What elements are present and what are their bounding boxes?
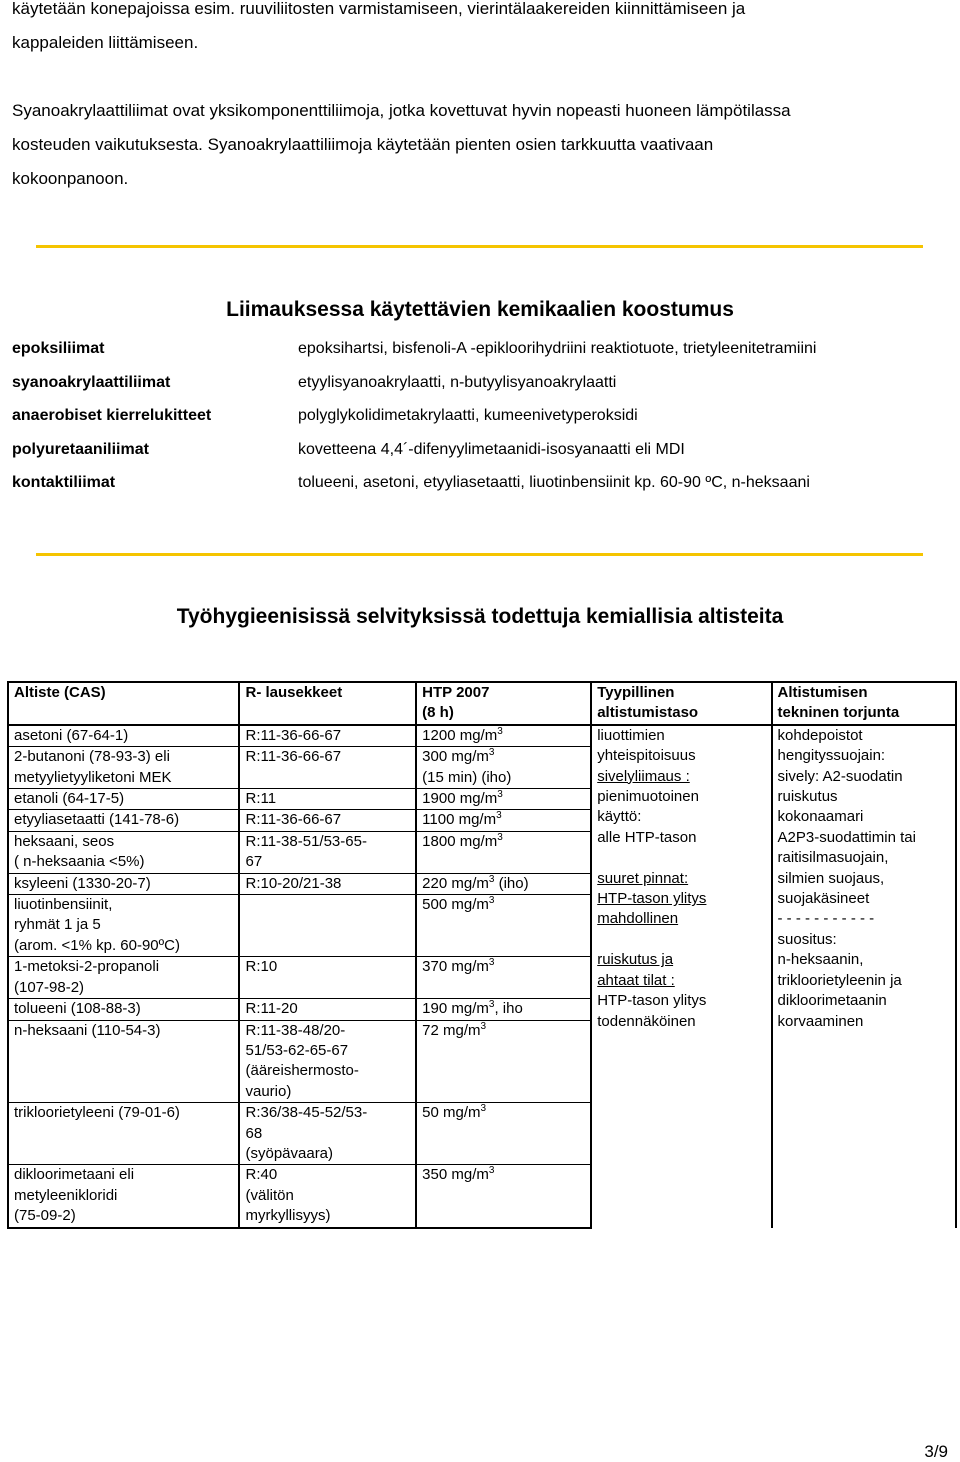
intro-line: kosteuden vaikutuksesta. Syanoakrylaattiliimoja käytetään pienten osien tarkkuutta vaativaan — [12, 135, 714, 154]
header-typical-line: Tyypillinen — [597, 684, 675, 701]
composition-name: epoksiliimat — [12, 340, 105, 357]
htp-unit-exponent: 3 — [488, 999, 495, 1011]
intro-line: kappaleiden liittämiseen. — [12, 33, 199, 52]
agent-line: etanoli (64-17-5) — [14, 790, 125, 808]
r-phrase-line: (syöpävaara) — [245, 1144, 334, 1162]
r-phrase-line: R:40 — [245, 1166, 278, 1184]
agent-line: 1-metoksi-2-propanoli — [14, 958, 160, 976]
cell-r-phrases — [239, 957, 416, 999]
typical-line: ahtaat tilat : — [597, 971, 675, 989]
control-line: raitisilmasuojain, — [777, 849, 889, 867]
htp-unit-exponent: 3 — [488, 1165, 495, 1177]
cell-agent — [8, 810, 239, 831]
agent-line: trikloorietyleeni (79-01-6) — [14, 1104, 180, 1122]
r-phrase-line: myrkyllisyys) — [245, 1207, 331, 1225]
r-phrase-line: R:11-36-66-67 — [245, 726, 342, 744]
cell-htp — [416, 725, 591, 747]
r-phrase-line: vaurio) — [245, 1082, 292, 1100]
cell-agent — [8, 725, 239, 747]
composition-names — [12, 338, 211, 506]
htp-value: 1800 mg/m — [422, 832, 498, 850]
header-htp-line: (8 h) — [422, 704, 454, 722]
htp-value: 370 mg/m — [422, 958, 489, 976]
composition-contents — [298, 338, 816, 506]
htp-value: 190 mg/m — [422, 1000, 489, 1018]
agent-line: ( n-heksaania <5%) — [14, 853, 145, 871]
cell-agent — [8, 789, 239, 810]
htp-suffix: , iho — [494, 1000, 523, 1018]
agent-line: etyyliasetaatti (141-78-6) — [14, 811, 180, 829]
cell-r-phrases — [239, 831, 416, 873]
r-phrase-line: 68 — [245, 1124, 263, 1142]
cell-r-phrases — [239, 747, 416, 789]
htp-suffix: (iho) — [494, 874, 529, 892]
typical-line: HTP-tason ylitys — [597, 992, 707, 1010]
typical-line: ruiskutus ja — [597, 951, 674, 969]
htp-unit-exponent: 3 — [488, 747, 495, 759]
typical-line: alle HTP-tason — [597, 828, 697, 846]
htp-value: 220 mg/m — [422, 874, 489, 892]
cell-htp — [416, 873, 591, 894]
cell-agent — [8, 831, 239, 873]
agent-line: dikloorimetaani eli — [14, 1166, 135, 1184]
cell-htp — [416, 1020, 591, 1103]
cell-r-phrases — [239, 1103, 416, 1165]
composition-name: kontaktiliimat — [12, 474, 116, 491]
header-htp — [416, 682, 591, 725]
composition-content: polyglykolidimetakrylaatti, kumeenivetyperoksidi — [298, 407, 638, 424]
intro-line: käytetään konepajoissa esim. ruuviliitosten varmistamiseen, vierintälaakereiden kiinnittämiseen ja — [12, 0, 746, 18]
typical-line: HTP-tason ylitys — [597, 890, 707, 908]
header-agent: Altiste (CAS) — [8, 682, 239, 725]
htp-unit-exponent: 3 — [488, 895, 495, 907]
cell-r-phrases — [239, 873, 416, 894]
composition-content: kovetteena 4,4´-difenyylimetaanidi-isosyanaatti eli MDI — [298, 440, 685, 458]
agent-line: asetoni (67-64-1) — [14, 726, 129, 744]
htp-unit-exponent: 3 — [496, 810, 502, 822]
table-header-row — [8, 682, 956, 725]
agent-line: (107-98-2) — [14, 978, 85, 996]
control-line: dikloorimetaanin — [777, 992, 887, 1010]
r-phrase-line: R:11-20 — [245, 1000, 298, 1018]
divider-middle — [36, 553, 923, 556]
control-line: kokonaamari — [777, 808, 864, 826]
intro-line: Syanoakrylaattiliimat ovat yksikomponenttiliimoja, jotka kovettuvat hyvin nopeasti huoneen lämpötilassa — [12, 101, 791, 120]
typical-line: mahdollinen — [597, 910, 679, 928]
r-phrase-line: 67 — [245, 853, 263, 871]
r-phrase-line: R:11-36-66-67 — [245, 811, 342, 829]
control-line: trikloorietyleenin ja — [777, 971, 902, 989]
htp-value: 72 mg/m — [422, 1021, 481, 1039]
control-line: korvaaminen — [777, 1012, 864, 1030]
htp-unit-exponent: 3 — [497, 725, 503, 737]
agent-line: liuotinbensiinit, — [14, 896, 113, 914]
htp-value: 1900 mg/m — [422, 790, 498, 808]
cell-r-phrases — [239, 789, 416, 810]
exposure-table — [7, 681, 957, 1229]
agent-line: (arom. <1% kp. 60-90ºC) — [14, 936, 180, 954]
htp-unit-exponent: 3 — [480, 1020, 487, 1032]
header-typical-line: altistumistaso — [597, 704, 699, 722]
cell-r-phrases — [239, 1165, 416, 1228]
htp-unit-exponent: 3 — [488, 873, 495, 885]
typical-line: pienimuotoinen — [597, 788, 699, 806]
control-line: - - - - - - - - - - - — [777, 910, 875, 928]
cell-r-phrases — [239, 895, 416, 957]
cell-typical-exposure — [591, 725, 771, 1228]
htp-value: 500 mg/m — [422, 896, 489, 914]
agent-line: metyylietyyliketoni MEK — [14, 768, 172, 786]
intro-blank — [12, 60, 942, 94]
composition-name: syanoakrylaattiliimat — [12, 373, 171, 391]
r-phrase-line: R:11 — [245, 790, 277, 808]
table-row — [8, 725, 956, 747]
r-phrase-line: R:11-38-48/20- — [245, 1021, 346, 1039]
control-line: n-heksaanin, — [777, 951, 864, 969]
r-phrase-line: (ääreishermosto- — [245, 1062, 359, 1080]
cell-agent — [8, 747, 239, 789]
header-r: R- lausekkeet — [239, 682, 416, 725]
typical-line: liuottimien — [597, 726, 665, 744]
control-line: sively: A2-suodatin — [777, 767, 903, 785]
exposure-title: Työhygieenisissä selvityksissä todettuja kemiallisia altisteita — [176, 605, 784, 628]
control-line: suojakäsineet — [777, 890, 870, 908]
r-phrase-line: R:10-20/21-38 — [245, 874, 342, 892]
cell-htp — [416, 1165, 591, 1228]
cell-agent — [8, 1020, 239, 1103]
header-htp-line: HTP 2007 — [422, 684, 490, 701]
agent-line: ksyleeni (1330-20-7) — [14, 874, 151, 892]
cell-htp — [416, 789, 591, 810]
composition-content: etyylisyanoakrylaatti, n-butyylisyanoakrylaatti — [298, 373, 617, 391]
table-body — [8, 725, 956, 1228]
htp-unit-exponent: 3 — [488, 957, 495, 969]
htp-value: 300 mg/m — [422, 748, 489, 766]
typical-line: suuret pinnat: — [597, 869, 689, 887]
composition-name: polyuretaaniliimat — [12, 440, 149, 458]
cell-technical-control — [772, 725, 956, 1228]
htp-extra: (15 min) (iho) — [422, 768, 512, 786]
cell-htp — [416, 1103, 591, 1165]
r-phrase-line: R:11-36-66-67 — [245, 748, 342, 766]
cell-agent — [8, 1103, 239, 1165]
composition-title: Liimauksessa käytettävien kemikaalien koostumus — [226, 298, 734, 321]
htp-unit-exponent: 3 — [497, 831, 503, 843]
cell-agent — [8, 1165, 239, 1228]
cell-htp — [416, 810, 591, 831]
cell-r-phrases — [239, 999, 416, 1020]
composition-name: anaerobiset kierrelukitteet — [12, 407, 212, 424]
typical-line: todennäköinen — [597, 1012, 696, 1030]
control-line: A2P3-suodattimin tai — [777, 828, 916, 846]
typical-line: käyttö: — [597, 808, 642, 826]
r-phrase-line: R:10 — [245, 958, 278, 976]
cell-agent — [8, 999, 239, 1020]
header-control-line: tekninen torjunta — [777, 704, 900, 722]
intro-line: kokoonpanoon. — [12, 169, 129, 188]
agent-line: ryhmät 1 ja 5 — [14, 916, 101, 934]
cell-r-phrases — [239, 810, 416, 831]
cell-htp — [416, 747, 591, 789]
header-control-line: Altistumisen — [777, 684, 868, 701]
cell-htp — [416, 831, 591, 873]
agent-line: heksaani, seos — [14, 832, 115, 850]
agent-line: n-heksaani (110-54-3) — [14, 1021, 161, 1039]
cell-agent — [8, 873, 239, 894]
divider-top — [36, 245, 923, 248]
cell-r-phrases — [239, 725, 416, 747]
agent-line: metyleenikloridi — [14, 1186, 118, 1204]
composition-content: tolueeni, asetoni, etyyliasetaatti, liuotinbensiinit kp. 60-90 ºC, n-heksaani — [298, 474, 810, 491]
typical-line: yhteispitoisuus — [597, 747, 696, 765]
htp-value: 1100 mg/m — [422, 811, 497, 829]
cell-agent — [8, 957, 239, 999]
cell-htp — [416, 895, 591, 957]
cell-htp — [416, 957, 591, 999]
r-phrase-line: 51/53-62-65-67 — [245, 1041, 349, 1059]
composition-content: epoksihartsi, bisfenoli-A -epikloorihydriini reaktiotuote, trietyleenitetramiini — [298, 340, 817, 357]
htp-value: 50 mg/m — [422, 1104, 481, 1122]
header-control — [772, 682, 956, 725]
cell-agent — [8, 895, 239, 957]
r-phrase-line: R:36/38-45-52/53- — [245, 1104, 368, 1122]
control-line: hengityssuojain: — [777, 747, 886, 765]
agent-line: (75-09-2) — [14, 1207, 76, 1225]
header-typical — [591, 682, 771, 725]
control-line: ruiskutus — [777, 788, 838, 806]
cell-r-phrases — [239, 1020, 416, 1103]
agent-line: tolueeni (108-88-3) — [14, 1000, 141, 1018]
control-line: kohdepoistot — [777, 726, 863, 744]
control-line: suositus: — [777, 930, 837, 948]
htp-unit-exponent: 3 — [480, 1103, 487, 1115]
r-phrase-line: (välitön — [245, 1186, 294, 1204]
typical-line: sivelyliimaus : — [597, 767, 690, 785]
htp-unit-exponent: 3 — [497, 789, 503, 801]
intro-text — [12, 0, 942, 196]
cell-htp — [416, 999, 591, 1020]
r-phrase-line: R:11-38-51/53-65- — [245, 832, 367, 850]
agent-line: 2-butanoni (78-93-3) eli — [14, 748, 170, 766]
control-line: silmien suojaus, — [777, 869, 885, 887]
page-number: 3/9 — [924, 1442, 948, 1461]
htp-value: 350 mg/m — [422, 1166, 489, 1184]
htp-value: 1200 mg/m — [422, 726, 498, 744]
